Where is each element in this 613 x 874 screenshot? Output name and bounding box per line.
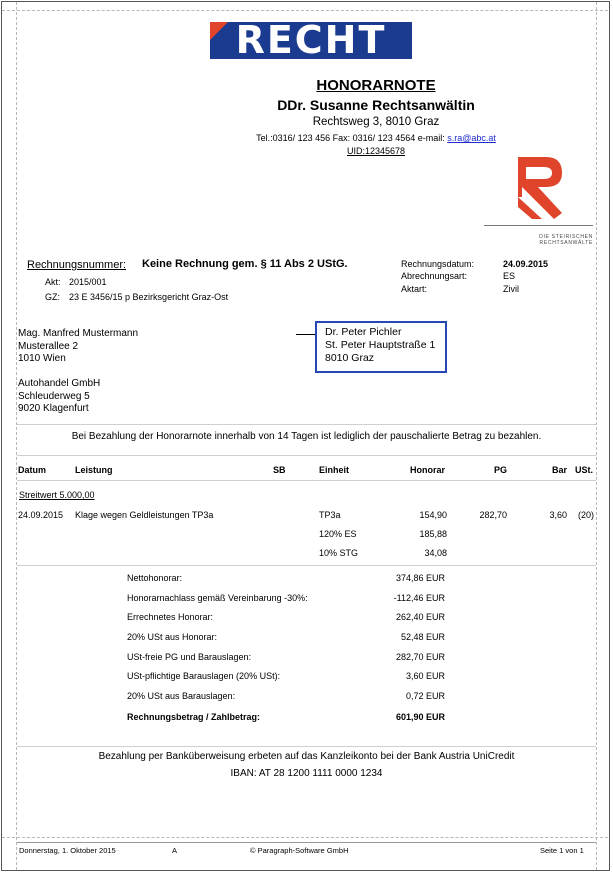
company-line: 9020 Klagenfurt <box>18 403 89 414</box>
summary-label: USt-pflichtige Barauslagen (20% USt): <box>127 671 281 681</box>
uid: UID:12345678 <box>346 146 406 156</box>
row-honorar: 34,08 <box>424 548 447 558</box>
total-label: Rechnungsbetrag / Zahlbetrag: <box>127 712 261 722</box>
summary-value: 3,60 EUR <box>405 671 445 681</box>
client-line: Musterallee 2 <box>18 340 79 352</box>
contact-text: Tel.:0316/ 123 456 Fax: 0316/ 123 4564 e-mail: <box>256 133 445 143</box>
row-pg: 282,70 <box>479 510 507 520</box>
recipient-line: St. Peter Hauptstraße 1 <box>325 339 436 351</box>
address-connector <box>296 334 315 335</box>
col-sb: SB <box>273 465 286 475</box>
footer-divider <box>17 842 596 843</box>
lawyer-contact <box>200 133 552 143</box>
divider <box>17 455 596 456</box>
client-address <box>18 328 138 366</box>
summary-label: USt-freie PG und Barauslagen: <box>127 652 252 662</box>
row-honorar: 154,90 <box>419 510 447 520</box>
email-link[interactable]: s.ra@abc.at <box>447 133 496 143</box>
logo: RECHT <box>235 18 387 62</box>
file-type-value: Zivil <box>503 284 519 294</box>
footer-page: Seite 1 von 1 <box>540 846 584 855</box>
row-bar: 3,60 <box>549 510 567 520</box>
summary-value: -112,46 EUR <box>393 593 445 603</box>
payment-instructions: Bezahlung per Banküberweisung erbeten auf das Kanzleikonto bei der Bank Austria UniCredit <box>98 751 515 762</box>
col-datum: Datum <box>18 465 47 475</box>
summary-label: Nettohonorar: <box>127 573 183 583</box>
footer-date: Donnerstag, 1. Oktober 2015 <box>19 846 116 855</box>
col-honorar: Honorar <box>409 465 445 475</box>
summary-label: 20% USt aus Barauslagen: <box>127 691 236 701</box>
row-datum: 24.09.2015 <box>18 510 64 520</box>
brand-divider <box>484 225 593 226</box>
margin-guide-right <box>596 2 597 870</box>
col-bar: Bar <box>551 465 567 475</box>
row-ust: (20) <box>578 510 595 520</box>
summary-value: 262,40 EUR <box>395 612 445 622</box>
akt-label: Akt: <box>45 277 61 287</box>
col-leistung: Leistung <box>75 465 113 475</box>
document-title: HONORARNOTE <box>316 77 436 94</box>
company-address <box>18 378 100 416</box>
payment-notice: Bei Bezahlung der Honorarnote innerhalb von 14 Tagen ist lediglich der pauschalierte Betrag zu bezahlen. <box>71 431 542 442</box>
company-line: Schleuderweg 5 <box>18 390 90 402</box>
col-pg: PG <box>493 465 507 475</box>
summary-value: 282,70 EUR <box>395 652 445 662</box>
client-line: 1010 Wien <box>18 353 66 364</box>
brand-caption: DIE STEIRISCHEN RECHTSANWÄLTE <box>539 234 593 246</box>
col-einheit: Einheit <box>319 465 350 475</box>
footer-copyright: © Paragraph-Software GmbH <box>250 846 349 855</box>
file-type-label: Aktart: <box>401 284 428 294</box>
streitwert: Streitwert 5.000,00 <box>19 490 95 500</box>
margin-guide-bottom <box>2 837 608 838</box>
total-value: 601,90 EUR <box>395 712 445 722</box>
iban: IBAN: AT 28 1200 1111 0000 1234 <box>230 768 383 779</box>
table-header-divider <box>17 480 596 481</box>
summary-label: 20% USt aus Honorar: <box>127 632 218 642</box>
summary-value: 52,48 EUR <box>400 632 445 642</box>
col-ust: USt. <box>575 465 593 475</box>
gz-value: 23 E 3456/15 p Bezirksgericht Graz-Ost <box>69 292 229 302</box>
akt-value: 2015/001 <box>69 277 107 287</box>
summary-value: 374,86 EUR <box>395 573 445 583</box>
billing-type-label: Abrechnungsart: <box>401 271 468 281</box>
recipient-line: 8010 Graz <box>325 352 375 364</box>
recipient-address-box <box>315 321 447 373</box>
brand-mark-icon <box>512 153 572 219</box>
divider <box>17 746 596 747</box>
row-honorar: 185,88 <box>419 529 447 539</box>
row-einheit: TP3a <box>319 510 341 520</box>
company-line: Autohandel GmbH <box>18 378 101 389</box>
summary-label: Honorarnachlass gemäß Vereinbarung -30%: <box>127 593 308 603</box>
margin-guide-top <box>2 10 608 11</box>
invoice-number-value: Keine Rechnung gem. § 11 Abs 2 UStG. <box>142 258 348 270</box>
row-einheit: 10% STG <box>319 548 359 558</box>
invoice-date-value: 24.09.2015 <box>503 259 549 269</box>
footer-marker: A <box>172 846 178 855</box>
summary-value: 0,72 EUR <box>405 691 445 701</box>
lawyer-address: Rechtsweg 3, 8010 Graz <box>312 116 440 128</box>
invoice-date-label: Rechnungsdatum: <box>401 259 475 269</box>
gz-label: GZ: <box>45 292 60 302</box>
recipient-line: Dr. Peter Pichler <box>325 326 402 338</box>
row-leistung: Klage wegen Geldleistungen TP3a <box>75 510 214 520</box>
summary-label: Errechnetes Honorar: <box>127 612 214 622</box>
client-line: Mag. Manfred Mustermann <box>18 328 139 339</box>
lawyer-name: DDr. Susanne Rechtsanwältin <box>277 97 475 113</box>
invoice-number-label: Rechnungsnummer: <box>27 259 127 271</box>
row-einheit: 120% ES <box>319 529 357 539</box>
divider <box>17 424 596 425</box>
divider <box>17 565 596 566</box>
billing-type-value: ES <box>503 271 516 281</box>
